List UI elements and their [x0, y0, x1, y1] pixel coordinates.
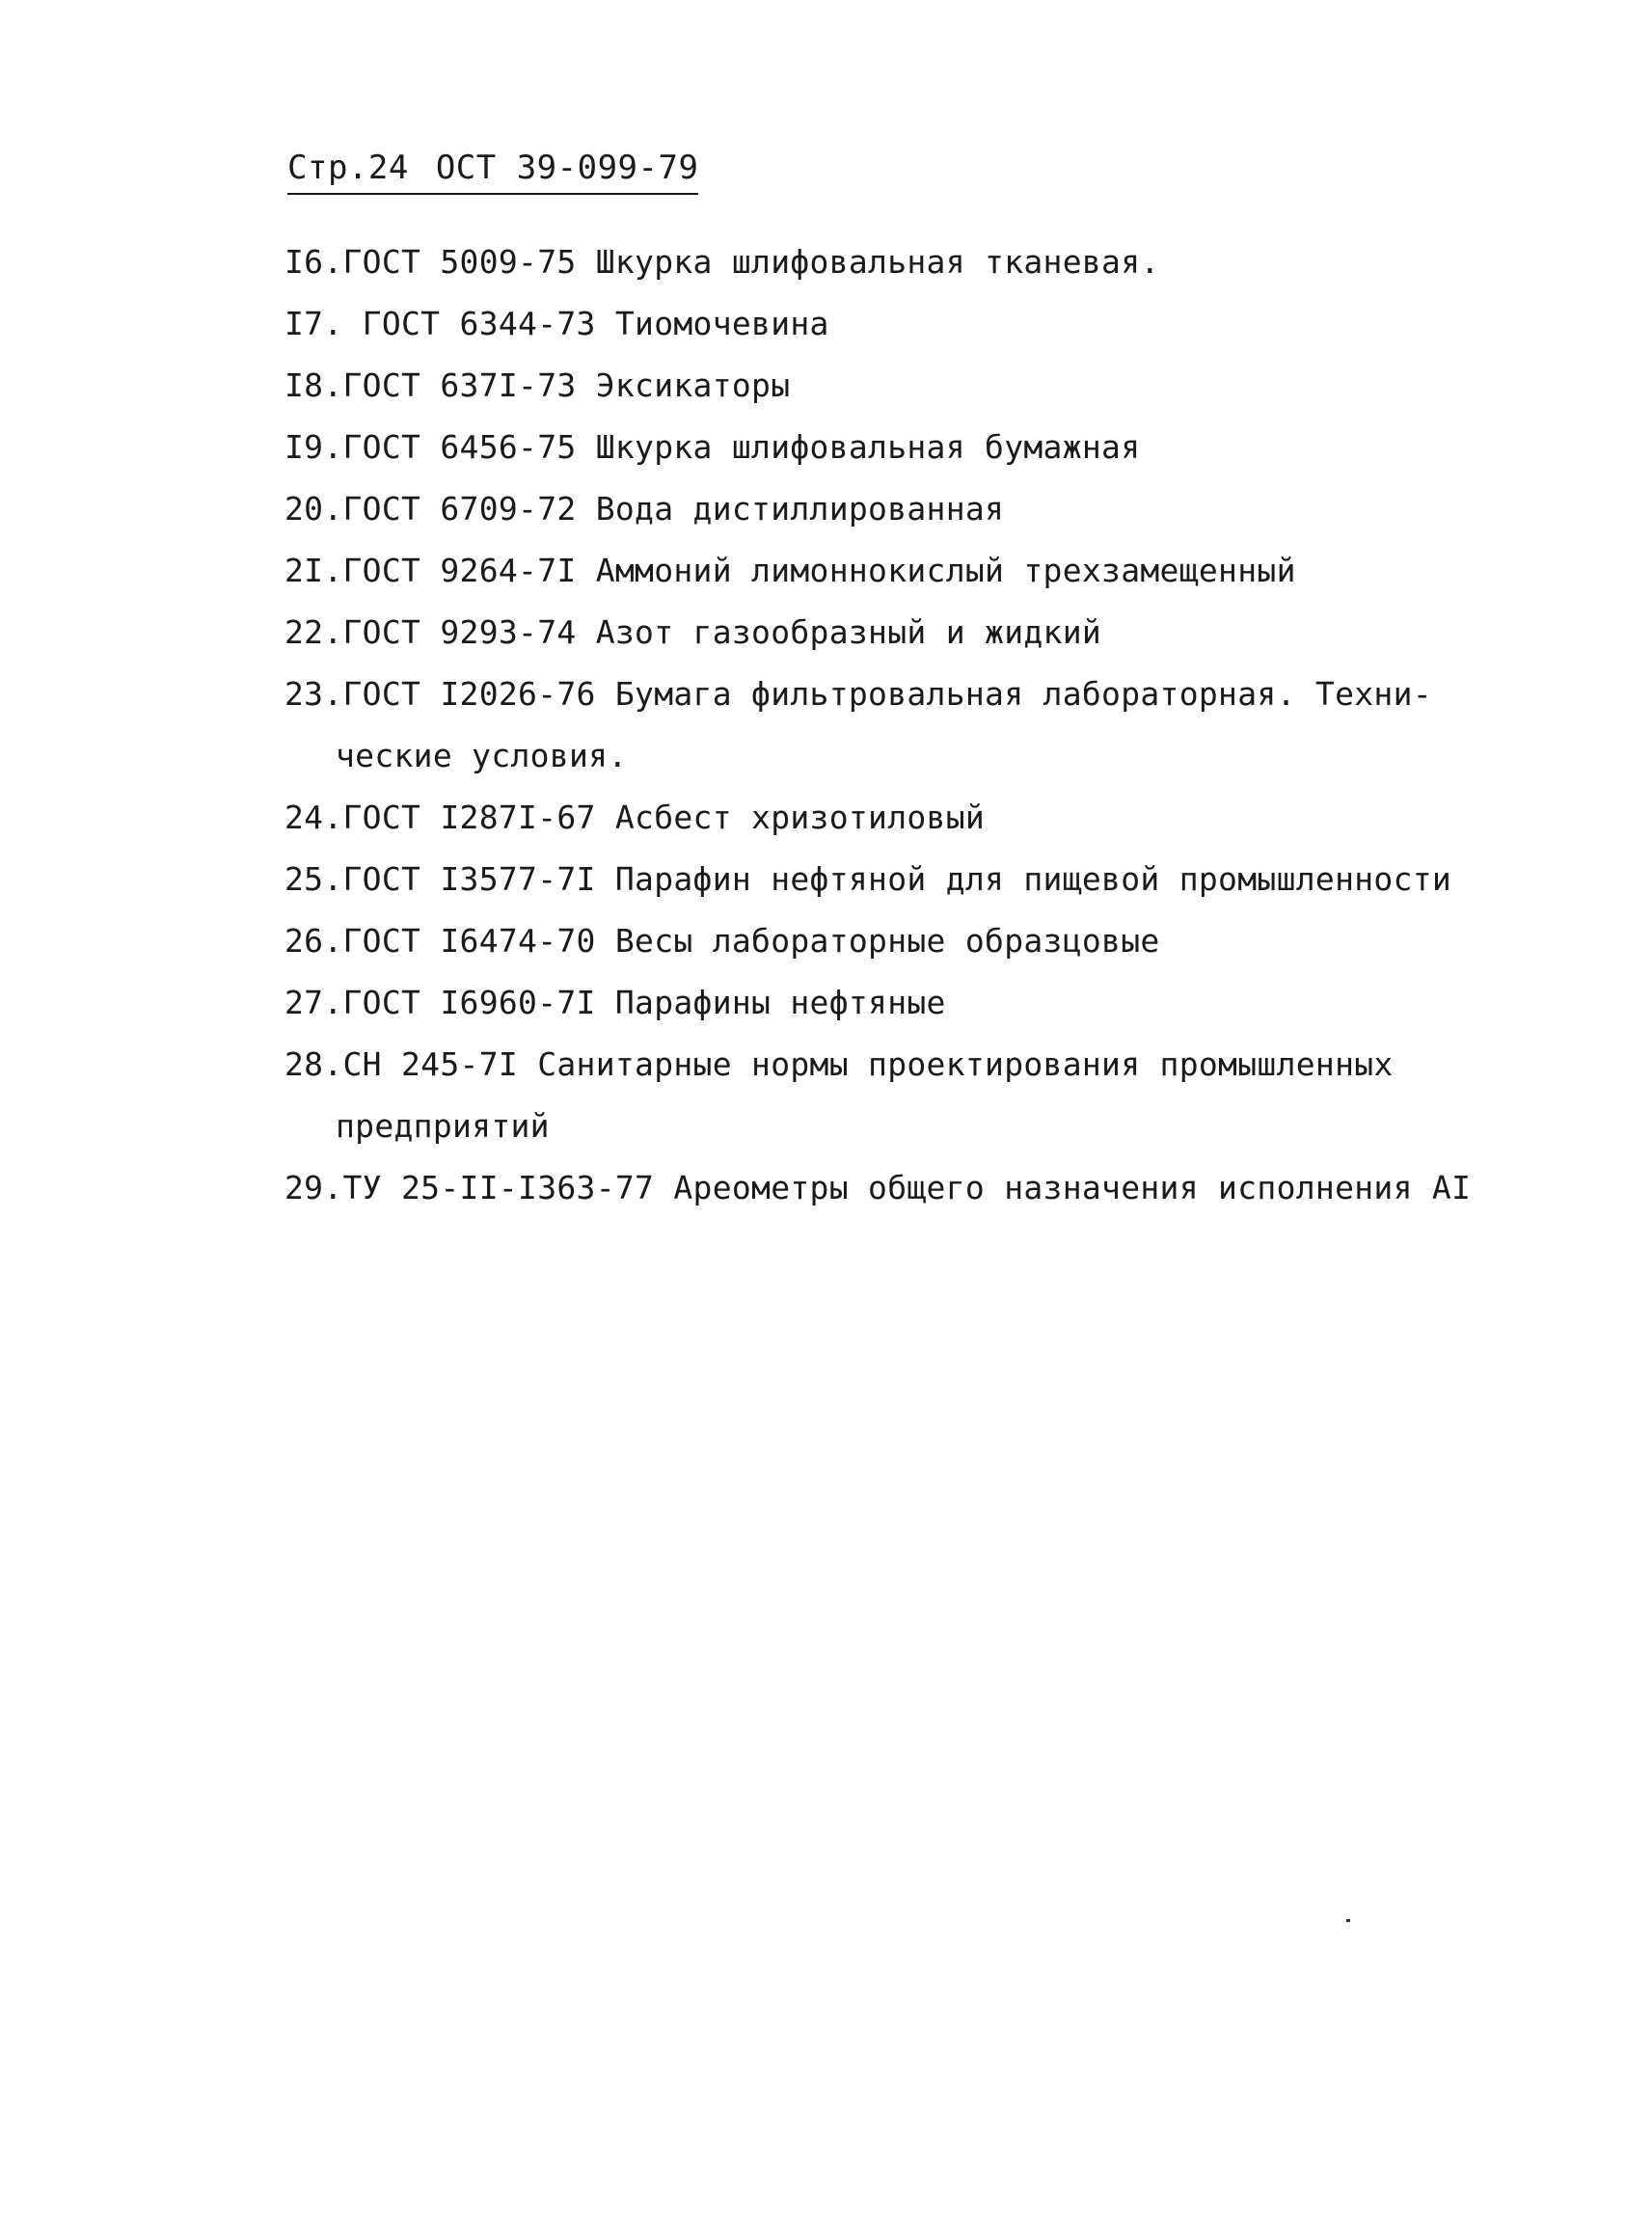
item-text: ГОСТ 6456-75 Шкурка шлифовальная бумажная: [342, 428, 1141, 466]
item-text: ГОСТ 6709-72 Вода дистиллированная: [342, 490, 1005, 528]
list-item: [284, 602, 1442, 664]
list-item: [284, 849, 1452, 910]
list-item: [284, 478, 1442, 540]
list-item: [284, 972, 1442, 1034]
list-item: [284, 355, 1442, 417]
item-text: СН 245-7I Санитарные нормы проектирования промышленных: [342, 1045, 1394, 1083]
item-text: ГОСТ 9293-74 Азот газообразный и жидкий: [342, 613, 1102, 651]
item-text: ГОСТ 9264-7I Аммоний лимоннокислый трехзамещенный: [342, 552, 1296, 589]
item-text: ГОСТ I3577-7I Парафин нефтяной для пищевой промышленности: [342, 860, 1452, 898]
item-text: ГОСТ I6474-70 Весы лабораторные образцовые: [342, 922, 1160, 960]
item-text: ГОСТ I6960-7I Парафины нефтяные: [342, 984, 946, 1021]
list-item: [284, 910, 1442, 972]
page-number-label: Стр.24: [287, 149, 409, 187]
item-text: ГОСТ 637I-73 Эксикаторы: [342, 366, 791, 404]
item-number: I7.: [284, 305, 343, 342]
document-code: ОСТ 39-099-79: [435, 149, 699, 187]
item-number: 26.: [284, 922, 343, 960]
list-item: [284, 231, 1442, 293]
page-header: [287, 145, 698, 195]
item-number: 29.: [284, 1169, 343, 1206]
item-number: 27.: [284, 984, 343, 1021]
item-number: 28.: [284, 1045, 343, 1083]
list-item: [284, 293, 1442, 355]
item-number: I8.: [284, 366, 343, 404]
list-item: [284, 787, 1442, 849]
item-number: 2I.: [284, 552, 343, 589]
item-text: ГОСТ I2026-76 Бумага фильтровальная лабораторная. Техни-: [342, 675, 1432, 713]
item-number: 23.: [284, 675, 343, 713]
item-text: ГОСТ I287I-67 Асбест хризотиловый: [342, 799, 986, 836]
item-number: I9.: [284, 428, 343, 466]
list-item-continuation: предприятий: [336, 1107, 550, 1145]
item-number: 24.: [284, 799, 343, 836]
item-number: I6.: [284, 243, 343, 281]
list-item: [284, 540, 1442, 602]
item-text: ТУ 25-II-I363-77 Ареометры общего назначения исполнения AI: [342, 1169, 1472, 1206]
item-text: ГОСТ 5009-75 Шкурка шлифовальная тканевая.: [342, 243, 1160, 281]
scan-speck: [1346, 1919, 1350, 1922]
item-number: 22.: [284, 613, 343, 651]
list-item: [284, 1034, 1442, 1096]
list-item: [284, 417, 1442, 478]
list-item-continuation: ческие условия.: [336, 737, 628, 774]
item-number: 25.: [284, 860, 343, 898]
item-text: ГОСТ 6344-73 Тиомочевина: [342, 305, 829, 342]
reference-list: [284, 231, 1472, 1219]
item-number: 20.: [284, 490, 343, 528]
list-item: [284, 664, 1442, 725]
list-item: [284, 1157, 1472, 1219]
